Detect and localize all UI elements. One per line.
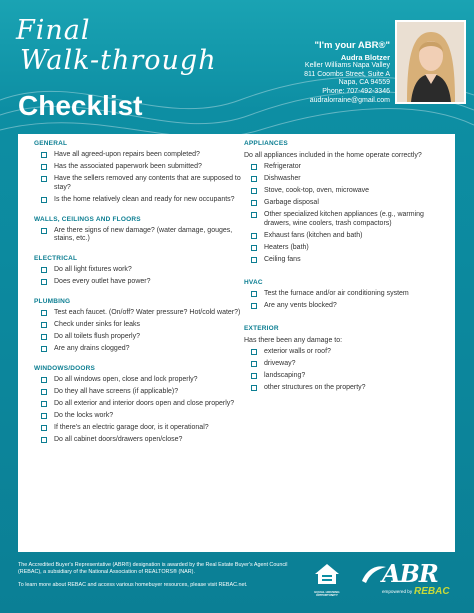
item-label: Do they all have screens (if applicable)?: [54, 387, 179, 395]
checkbox[interactable]: [41, 176, 47, 182]
item-label: Do all cabinet doors/drawers open/close?: [54, 436, 183, 444]
checkbox[interactable]: [251, 361, 257, 367]
checklist-card: [18, 134, 455, 552]
checklist-item[interactable]: [244, 384, 450, 393]
checklist-item[interactable]: [34, 227, 244, 244]
item-label: Is the home relatively clean and ready for new occupants?: [54, 195, 235, 203]
checkbox[interactable]: [41, 310, 47, 316]
item-label: exterior walls or roof?: [264, 347, 331, 355]
page-title: Checklist: [18, 90, 143, 121]
right-column: [244, 140, 450, 396]
section-title: PLUMBING: [34, 297, 71, 305]
checklist-item[interactable]: [34, 424, 244, 433]
checklist-item[interactable]: [244, 175, 450, 184]
item-label: Garbage disposal: [264, 199, 319, 207]
checkbox[interactable]: [41, 322, 47, 328]
left-column: [34, 140, 244, 448]
checkbox[interactable]: [41, 197, 47, 203]
checkbox[interactable]: [41, 334, 47, 340]
checklist-item[interactable]: [34, 278, 244, 287]
section-title: HVAC: [244, 279, 263, 287]
item-label: Are any drains clogged?: [54, 345, 130, 353]
agent-quote: "I'm your ABR®": [314, 40, 390, 51]
section-title: WALLS, CEILINGS AND FLOORS: [34, 215, 141, 223]
section-title: WINDOWS/DOORS: [34, 364, 96, 372]
item-label: Do all windows open, close and lock properly?: [54, 375, 198, 383]
checklist-item[interactable]: [34, 400, 244, 409]
item-label: Do all toilets flush properly?: [54, 333, 140, 341]
agent-phone: Phone: 707-492-3346: [322, 87, 390, 95]
section-intro: Do all appliances included in the home operate correctly?: [244, 152, 422, 159]
section-hvac: [244, 279, 450, 311]
item-label: Are there signs of new damage? (water damage, gouges, stains, etc.): [54, 226, 233, 243]
checklist-item[interactable]: [34, 309, 244, 318]
item-label: Ceiling fans: [264, 256, 301, 264]
item-label: Have the sellers removed any contents that are supposed to stay?: [54, 175, 241, 191]
empowered-by-text: empowered by: [382, 589, 413, 594]
item-label: Do the locks work?: [54, 412, 114, 420]
checkbox[interactable]: [251, 164, 257, 170]
item-label: Stove, cook-top, oven, microwave: [264, 187, 370, 195]
item-label: Have all agreed-upon repairs been completed?: [54, 151, 200, 158]
section-intro: Has there been any damage to:: [244, 336, 343, 344]
section-title: APPLIANCES: [244, 140, 288, 147]
checklist-item[interactable]: [34, 163, 244, 172]
section-general: [34, 140, 244, 205]
section-electrical: [34, 255, 244, 287]
abr-logo: [360, 557, 462, 603]
checkbox[interactable]: [41, 389, 47, 395]
agent-company: Keller Williams Napa Valley: [304, 62, 390, 70]
item-label: Do all exterior and interior doors open and close properly?: [54, 400, 235, 408]
checkbox[interactable]: [251, 245, 257, 251]
title-script: [16, 16, 217, 76]
equal-housing-logo: [312, 562, 342, 596]
checkbox[interactable]: [251, 212, 257, 218]
checkbox[interactable]: [41, 401, 47, 407]
checkbox[interactable]: [41, 267, 47, 273]
item-label: other structures on the property?: [264, 384, 366, 392]
checkbox[interactable]: [251, 200, 257, 206]
checkbox[interactable]: [41, 279, 47, 285]
eho-caption: EQUAL HOUSING OPPORTUNITY: [314, 590, 340, 598]
section-appliances: [244, 140, 450, 265]
item-label: Are any vents blocked?: [264, 302, 337, 310]
checkbox[interactable]: [251, 257, 257, 263]
item-label: If there's an electric garage door, is it operational?: [54, 424, 209, 432]
checklist-item[interactable]: [244, 256, 450, 265]
checkbox[interactable]: [41, 346, 47, 352]
checkbox[interactable]: [41, 228, 47, 234]
section-exterior: [244, 325, 450, 393]
checklist-item[interactable]: [34, 376, 244, 385]
checklist-item[interactable]: [34, 388, 244, 397]
footer-link-text[interactable]: To learn more about REBAC and access various homebuyer resources, please visit REBAC.net.: [18, 582, 248, 589]
section-windows-doors: [34, 365, 244, 445]
checkbox[interactable]: [251, 349, 257, 355]
title-line-walkthrough: Walk-through: [20, 45, 217, 76]
section-plumbing: [34, 298, 244, 354]
item-label: driveway?: [264, 359, 296, 367]
abr-logo-text: ABR: [382, 559, 438, 588]
footer-disclaimer: [18, 562, 308, 590]
checklist-item[interactable]: [34, 321, 244, 330]
checklist-item[interactable]: [244, 232, 450, 241]
checkbox[interactable]: [251, 233, 257, 239]
checklist-item[interactable]: [34, 196, 244, 205]
agent-info: [220, 42, 390, 105]
checklist-item[interactable]: [34, 412, 244, 421]
item-label: Exhaust fans (kitchen and bath): [264, 232, 363, 240]
checkbox[interactable]: [41, 437, 47, 443]
item-label: Heaters (bath): [264, 244, 309, 252]
checkbox[interactable]: [41, 425, 47, 431]
agent-address-2: Napa, CA 94559: [338, 79, 390, 87]
section-title: ELECTRICAL: [34, 255, 78, 263]
checklist-item[interactable]: [244, 372, 450, 381]
checkbox[interactable]: [251, 188, 257, 194]
item-label: Test each faucet. (On/off? Water pressure? Hot/cold water?): [54, 308, 241, 316]
checklist-item[interactable]: [244, 199, 450, 208]
house-icon: [312, 562, 342, 586]
checklist-item[interactable]: [34, 151, 244, 160]
checklist-item[interactable]: [34, 333, 244, 342]
rebac-logo-text: REBAC: [414, 586, 450, 597]
checklist-item[interactable]: [244, 360, 450, 369]
checklist-item[interactable]: [244, 163, 450, 172]
agent-email[interactable]: audralorraine@gmail.com: [309, 96, 390, 104]
checkbox[interactable]: [251, 385, 257, 391]
checklist-item[interactable]: [244, 302, 450, 311]
section-title: GENERAL: [34, 140, 68, 147]
footer-text: The Accredited Buyer's Representative (ABR®) designation is awarded by the Real Estate Buyer's Agent Council (REBAC), a subsidiary of the National Association of REALTORS® (NAR).: [18, 562, 288, 576]
agent-name: Audra Blotzer: [340, 52, 390, 62]
checklist-item[interactable]: [244, 187, 450, 196]
checkbox[interactable]: [251, 291, 257, 297]
checkbox[interactable]: [251, 303, 257, 309]
checklist-item[interactable]: [244, 290, 450, 299]
agent-address-1: 811 Coombs Street, Suite A: [304, 70, 390, 78]
item-label: Dishwasher: [264, 175, 301, 183]
agent-photo: [395, 20, 466, 104]
item-label: Test the furnace and/or air conditioning system: [264, 290, 409, 298]
checklist-item[interactable]: [34, 345, 244, 354]
item-label: Other specialized kitchen appliances (e.g., warming drawers, wine coolers, trash compactors): [264, 211, 424, 228]
title-line-final: Final: [16, 15, 91, 46]
item-label: Has the associated paperwork been submitted?: [54, 163, 202, 171]
section-walls-ceilings-floors: [34, 216, 244, 244]
checklist-item[interactable]: [34, 436, 244, 445]
section-title: EXTERIOR: [244, 324, 279, 332]
checklist-item[interactable]: [244, 348, 450, 357]
checkbox[interactable]: [251, 176, 257, 182]
checkbox[interactable]: [41, 413, 47, 419]
item-label: Refrigerator: [264, 163, 301, 170]
item-label: Does every outlet have power?: [54, 278, 151, 286]
item-label: Do all light fixtures work?: [54, 266, 132, 274]
checkbox[interactable]: [251, 373, 257, 379]
checklist-item[interactable]: [244, 211, 450, 228]
agent-portrait-icon: [397, 22, 464, 102]
item-label: Check under sinks for leaks: [54, 320, 140, 328]
checklist-item[interactable]: [244, 244, 450, 253]
item-label: landscaping?: [264, 372, 306, 380]
checkbox[interactable]: [41, 377, 47, 383]
checkbox[interactable]: [41, 164, 47, 170]
checklist-item[interactable]: [34, 266, 244, 275]
checklist-item[interactable]: [34, 175, 244, 192]
checkbox[interactable]: [41, 152, 47, 158]
